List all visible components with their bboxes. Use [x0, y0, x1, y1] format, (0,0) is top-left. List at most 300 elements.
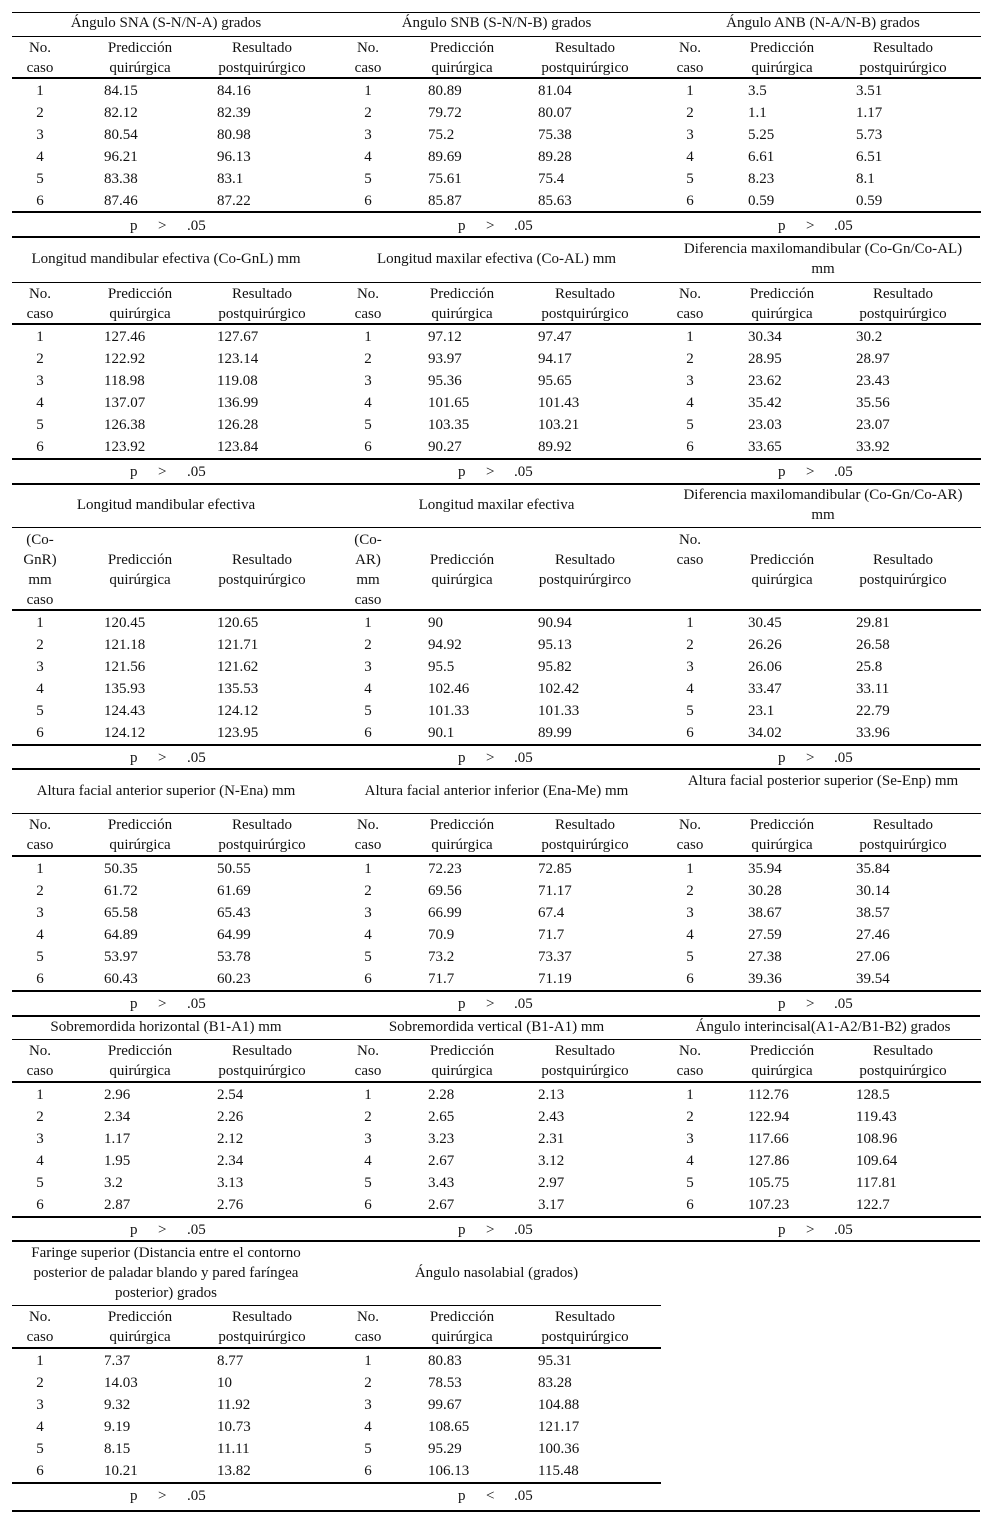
result-header: Resultado — [873, 40, 933, 56]
header-top-rule — [12, 36, 340, 37]
case-number: 3 — [364, 1131, 372, 1147]
prediction-header: Predicción — [429, 817, 495, 833]
p-value: .05 — [187, 218, 206, 234]
case-number-header: caso — [26, 1329, 54, 1345]
prediction-header: quirúrgica — [109, 837, 171, 853]
p-value-rule — [12, 458, 340, 460]
p-label: p — [458, 218, 466, 234]
result-header: postquirúrgico — [859, 1063, 947, 1079]
case-number: 4 — [364, 681, 372, 697]
p-value: .05 — [514, 1488, 533, 1504]
case-number-header: No. — [28, 817, 52, 833]
result-value: 109.64 — [856, 1153, 898, 1169]
prediction-value: 93.97 — [428, 351, 462, 367]
p-label: p — [130, 218, 138, 234]
prediction-value: 78.53 — [428, 1375, 462, 1391]
prediction-value: 106.13 — [428, 1463, 470, 1479]
p-label: p — [778, 750, 786, 766]
result-value: 80.07 — [538, 105, 572, 121]
case-number-header: caso — [676, 837, 704, 853]
result-header: Resultado — [555, 552, 615, 568]
case-number: 3 — [686, 127, 694, 143]
prediction-header: quirúrgica — [109, 306, 171, 322]
case-number: 5 — [364, 1175, 372, 1191]
case-number-header: (Co- — [354, 532, 382, 548]
result-value: 0.59 — [856, 193, 883, 209]
case-number: 3 — [686, 373, 694, 389]
prediction-header: Predicción — [429, 552, 495, 568]
case-number-header: caso — [676, 60, 704, 76]
prediction-value: 94.92 — [428, 637, 462, 653]
prediction-value: 124.43 — [104, 703, 146, 719]
result-value: 75.38 — [538, 127, 572, 143]
result-value: 123.95 — [217, 725, 259, 741]
result-value: 13.82 — [217, 1463, 251, 1479]
prediction-header: quirúrgica — [431, 1329, 493, 1345]
case-number: 2 — [686, 351, 694, 367]
result-value: 83.1 — [217, 171, 244, 187]
case-number: 5 — [686, 1175, 694, 1191]
prediction-value: 112.76 — [748, 1087, 789, 1103]
result-header: postquirúrgico — [218, 60, 306, 76]
result-value: 136.99 — [217, 395, 259, 411]
prediction-value: 84.15 — [104, 83, 138, 99]
result-value: 5.73 — [856, 127, 883, 143]
prediction-value: 122.94 — [748, 1109, 790, 1125]
case-number: 3 — [364, 905, 372, 921]
result-value: 128.5 — [856, 1087, 890, 1103]
prediction-header: Predicción — [107, 40, 173, 56]
result-value: 80.98 — [217, 127, 251, 143]
case-number-header: No. — [28, 40, 52, 56]
prediction-value: 127.46 — [104, 329, 146, 345]
case-number: 6 — [364, 725, 372, 741]
result-value: 8.77 — [217, 1353, 244, 1369]
prediction-value: 71.7 — [428, 971, 455, 987]
result-value: 2.97 — [538, 1175, 565, 1191]
prediction-value: 30.45 — [748, 615, 782, 631]
case-number-header: No. — [678, 286, 702, 302]
p-value-rule — [340, 990, 661, 992]
prediction-value: 2.96 — [104, 1087, 131, 1103]
result-value: 117.81 — [856, 1175, 897, 1191]
block-title: Longitud maxilar efectiva (Co-AL) mm — [376, 251, 617, 267]
prediction-value: 97.12 — [428, 329, 462, 345]
prediction-value: 2.65 — [428, 1109, 455, 1125]
prediction-header: Predicción — [749, 817, 815, 833]
case-number: 4 — [36, 1153, 44, 1169]
prediction-header: quirúrgica — [751, 60, 813, 76]
prediction-value: 0.59 — [748, 193, 775, 209]
result-value: 10.73 — [217, 1419, 251, 1435]
prediction-header: quirúrgica — [109, 572, 171, 588]
p-label: p — [130, 1488, 138, 1504]
block-title: Altura facial anterior superior (N-Ena) mm — [36, 783, 296, 799]
prediction-value: 50.35 — [104, 861, 138, 877]
result-value: 123.84 — [217, 439, 259, 455]
result-value: 1.17 — [856, 105, 883, 121]
result-value: 94.17 — [538, 351, 572, 367]
result-value: 115.48 — [538, 1463, 579, 1479]
p-comparator: > — [806, 1222, 815, 1238]
result-value: 6.51 — [856, 149, 883, 165]
result-value: 2.54 — [217, 1087, 244, 1103]
prediction-value: 9.19 — [104, 1419, 131, 1435]
prediction-value: 101.65 — [428, 395, 470, 411]
result-value: 108.96 — [856, 1131, 898, 1147]
p-value: .05 — [514, 464, 533, 480]
prediction-value: 23.1 — [748, 703, 775, 719]
case-number: 2 — [36, 351, 44, 367]
case-number-header: No. — [356, 1043, 380, 1059]
result-value: 29.81 — [856, 615, 890, 631]
header-top-rule — [12, 813, 340, 814]
prediction-value: 2.67 — [428, 1153, 455, 1169]
result-value: 85.63 — [538, 193, 572, 209]
case-number: 4 — [36, 927, 44, 943]
prediction-value: 65.58 — [104, 905, 138, 921]
p-label: p — [458, 996, 466, 1012]
p-value-rule — [340, 458, 661, 460]
result-value: 28.97 — [856, 351, 890, 367]
block-title: Altura facial posterior superior (Se-Enp) mm — [687, 773, 959, 789]
prediction-value: 5.25 — [748, 127, 775, 143]
prediction-value: 83.38 — [104, 171, 138, 187]
case-number: 3 — [36, 127, 44, 143]
p-comparator: > — [158, 750, 167, 766]
header-bottom-rule — [12, 855, 340, 857]
result-value: 27.06 — [856, 949, 890, 965]
result-value: 95.13 — [538, 637, 572, 653]
prediction-value: 123.92 — [104, 439, 146, 455]
prediction-value: 30.28 — [748, 883, 782, 899]
result-value: 71.19 — [538, 971, 572, 987]
prediction-value: 26.06 — [748, 659, 782, 675]
prediction-value: 105.75 — [748, 1175, 790, 1191]
prediction-value: 80.89 — [428, 83, 462, 99]
result-header: Resultado — [873, 286, 933, 302]
prediction-value: 127.86 — [748, 1153, 790, 1169]
case-number: 1 — [686, 615, 694, 631]
case-number: 5 — [364, 171, 372, 187]
result-value: 2.26 — [217, 1109, 244, 1125]
block-title: Diferencia maxilomandibular (Co-Gn/Co-AL) mm — [683, 241, 963, 277]
p-value-rule — [661, 990, 981, 992]
prediction-value: 120.45 — [104, 615, 146, 631]
case-number: 6 — [686, 971, 694, 987]
result-value: 81.04 — [538, 83, 572, 99]
prediction-value: 23.03 — [748, 417, 782, 433]
result-value: 124.12 — [217, 703, 259, 719]
case-number: 5 — [36, 1175, 44, 1191]
p-comparator: > — [486, 464, 495, 480]
p-comparator: < — [486, 1488, 495, 1504]
case-number: 1 — [36, 615, 44, 631]
case-number: 1 — [364, 329, 372, 345]
prediction-value: 30.34 — [748, 329, 782, 345]
case-number: 1 — [36, 861, 44, 877]
result-value: 38.57 — [856, 905, 890, 921]
prediction-value: 7.37 — [104, 1353, 131, 1369]
result-value: 30.2 — [856, 329, 883, 345]
prediction-value: 6.61 — [748, 149, 775, 165]
result-header: Resultado — [232, 1043, 292, 1059]
case-number: 4 — [364, 395, 372, 411]
case-number: 6 — [364, 1463, 372, 1479]
case-number: 5 — [36, 171, 44, 187]
prediction-value: 101.33 — [428, 703, 470, 719]
case-number: 1 — [36, 83, 44, 99]
prediction-value: 108.65 — [428, 1419, 470, 1435]
result-header: postquirúrgirco — [538, 572, 632, 588]
case-number: 3 — [36, 905, 44, 921]
result-value: 95.82 — [538, 659, 572, 675]
case-number: 4 — [686, 927, 694, 943]
case-number: 3 — [36, 373, 44, 389]
p-label: p — [130, 464, 138, 480]
header-bottom-rule — [661, 609, 981, 611]
p-value-rule — [340, 211, 661, 213]
prediction-header: Predicción — [749, 40, 815, 56]
case-number: 2 — [36, 883, 44, 899]
block-title: Ángulo interincisal(A1-A2/B1-B2) grados — [695, 1019, 951, 1035]
result-header: Resultado — [232, 40, 292, 56]
prediction-value: 137.07 — [104, 395, 146, 411]
prediction-value: 35.94 — [748, 861, 782, 877]
result-value: 30.14 — [856, 883, 890, 899]
result-value: 27.46 — [856, 927, 890, 943]
prediction-value: 2.34 — [104, 1109, 131, 1125]
case-number: 5 — [36, 1441, 44, 1457]
result-header: postquirúrgico — [859, 306, 947, 322]
case-number: 2 — [36, 637, 44, 653]
case-number: 5 — [36, 703, 44, 719]
case-number: 2 — [364, 1109, 372, 1125]
result-header: postquirúrgico — [859, 572, 947, 588]
header-top-rule — [12, 1305, 340, 1306]
result-value: 33.96 — [856, 725, 890, 741]
prediction-value: 117.66 — [748, 1131, 789, 1147]
case-number: 6 — [686, 439, 694, 455]
case-number: 6 — [36, 1197, 44, 1213]
result-value: 3.17 — [538, 1197, 565, 1213]
prediction-value: 66.99 — [428, 905, 462, 921]
prediction-header: quirúrgica — [431, 572, 493, 588]
result-value: 71.7 — [538, 927, 565, 943]
case-number: 3 — [364, 127, 372, 143]
result-value: 89.92 — [538, 439, 572, 455]
case-number-header: GnR) — [23, 552, 57, 568]
result-header: Resultado — [232, 286, 292, 302]
result-value: 11.92 — [217, 1397, 251, 1413]
prediction-value: 72.23 — [428, 861, 462, 877]
p-comparator: > — [158, 1488, 167, 1504]
block-title: Longitud mandibular efectiva (Co-GnL) mm — [31, 251, 301, 267]
result-header: Resultado — [232, 817, 292, 833]
result-value: 89.99 — [538, 725, 572, 741]
block-title: Ángulo SNB (S-N/N-B) grados — [401, 15, 592, 31]
case-number-header: No. — [678, 817, 702, 833]
case-number: 6 — [686, 725, 694, 741]
result-value: 64.99 — [217, 927, 251, 943]
prediction-value: 2.87 — [104, 1197, 131, 1213]
prediction-header: Predicción — [749, 1043, 815, 1059]
result-value: 120.65 — [217, 615, 259, 631]
case-number: 1 — [36, 329, 44, 345]
result-value: 61.69 — [217, 883, 251, 899]
case-number: 1 — [364, 1353, 372, 1369]
p-value: .05 — [187, 1488, 206, 1504]
case-number: 5 — [364, 949, 372, 965]
result-value: 95.65 — [538, 373, 572, 389]
case-number-header: caso — [676, 306, 704, 322]
prediction-value: 27.38 — [748, 949, 782, 965]
p-comparator: > — [158, 464, 167, 480]
prediction-value: 70.9 — [428, 927, 455, 943]
case-number: 4 — [686, 149, 694, 165]
p-value: .05 — [187, 1222, 206, 1238]
result-header: Resultado — [873, 817, 933, 833]
prediction-value: 9.32 — [104, 1397, 131, 1413]
prediction-value: 75.2 — [428, 127, 455, 143]
prediction-value: 90.1 — [428, 725, 455, 741]
prediction-value: 135.93 — [104, 681, 146, 697]
prediction-value: 28.95 — [748, 351, 782, 367]
case-number: 4 — [364, 1419, 372, 1435]
prediction-value: 14.03 — [104, 1375, 138, 1391]
header-bottom-rule — [340, 1081, 661, 1083]
case-number: 4 — [364, 149, 372, 165]
result-value: 11.11 — [217, 1441, 250, 1457]
p-label: p — [778, 996, 786, 1012]
case-number: 6 — [686, 1197, 694, 1213]
result-header: Resultado — [555, 1043, 615, 1059]
case-number: 6 — [364, 439, 372, 455]
prediction-value: 3.23 — [428, 1131, 455, 1147]
case-number: 3 — [364, 1397, 372, 1413]
result-value: 33.11 — [856, 681, 890, 697]
prediction-value: 90.27 — [428, 439, 462, 455]
p-label: p — [458, 1222, 466, 1238]
prediction-value: 102.46 — [428, 681, 470, 697]
prediction-value: 8.15 — [104, 1441, 131, 1457]
case-number-header: No. — [356, 286, 380, 302]
result-value: 82.39 — [217, 105, 251, 121]
case-number: 2 — [364, 883, 372, 899]
p-value-rule — [661, 458, 981, 460]
p-value-rule — [12, 990, 340, 992]
case-number: 2 — [364, 351, 372, 367]
case-number-header: AR) — [355, 552, 381, 568]
prediction-header: Predicción — [107, 817, 173, 833]
prediction-value: 122.92 — [104, 351, 146, 367]
prediction-value: 60.43 — [104, 971, 138, 987]
result-header: postquirúrgico — [218, 1329, 306, 1345]
header-top-rule — [340, 813, 661, 814]
result-value: 2.43 — [538, 1109, 565, 1125]
case-number: 1 — [36, 1087, 44, 1103]
p-value-rule — [12, 1482, 340, 1484]
result-header: postquirúrgico — [218, 572, 306, 588]
section-bottom-rule — [12, 236, 980, 238]
prediction-header: quirúrgica — [431, 1063, 493, 1079]
result-value: 25.8 — [856, 659, 883, 675]
result-value: 26.58 — [856, 637, 890, 653]
prediction-header: quirúrgica — [751, 306, 813, 322]
p-label: p — [130, 1222, 138, 1238]
p-value: .05 — [187, 996, 206, 1012]
result-header: Resultado — [873, 552, 933, 568]
result-value: 122.7 — [856, 1197, 890, 1213]
prediction-value: 75.61 — [428, 171, 462, 187]
result-value: 87.22 — [217, 193, 251, 209]
p-comparator: > — [158, 218, 167, 234]
case-number: 6 — [36, 1463, 44, 1479]
prediction-header: quirúrgica — [109, 60, 171, 76]
p-value-rule — [661, 211, 981, 213]
p-comparator: > — [806, 996, 815, 1012]
result-value: 35.56 — [856, 395, 890, 411]
prediction-value: 38.67 — [748, 905, 782, 921]
case-number: 4 — [364, 1153, 372, 1169]
case-number-header: No. — [678, 40, 702, 56]
prediction-header: Predicción — [429, 1309, 495, 1325]
prediction-value: 23.62 — [748, 373, 782, 389]
p-value: .05 — [187, 750, 206, 766]
result-value: 95.31 — [538, 1353, 572, 1369]
result-value: 83.28 — [538, 1375, 572, 1391]
result-header: postquirúrgico — [218, 837, 306, 853]
prediction-value: 61.72 — [104, 883, 138, 899]
prediction-header: Predicción — [749, 286, 815, 302]
result-value: 96.13 — [217, 149, 251, 165]
result-value: 121.62 — [217, 659, 259, 675]
case-number: 3 — [36, 1131, 44, 1147]
prediction-value: 73.2 — [428, 949, 455, 965]
case-number: 3 — [686, 905, 694, 921]
case-number-header: caso — [354, 1063, 382, 1079]
result-header: postquirúrgico — [541, 1063, 629, 1079]
result-value: 119.08 — [217, 373, 258, 389]
result-value: 75.4 — [538, 171, 565, 187]
header-top-rule — [661, 813, 981, 814]
result-value: 50.55 — [217, 861, 251, 877]
prediction-value: 79.72 — [428, 105, 462, 121]
case-number: 3 — [364, 373, 372, 389]
result-value: 35.84 — [856, 861, 890, 877]
result-value: 2.31 — [538, 1131, 565, 1147]
prediction-value: 2.28 — [428, 1087, 455, 1103]
case-number: 1 — [686, 329, 694, 345]
header-top-rule — [661, 36, 981, 37]
result-header: Resultado — [232, 552, 292, 568]
case-number: 4 — [686, 681, 694, 697]
p-label: p — [778, 218, 786, 234]
header-bottom-rule — [12, 1347, 340, 1349]
prediction-value: 35.42 — [748, 395, 782, 411]
prediction-value: 80.83 — [428, 1353, 462, 1369]
case-number: 6 — [36, 193, 44, 209]
p-comparator: > — [158, 1222, 167, 1238]
prediction-value: 124.12 — [104, 725, 146, 741]
result-value: 104.88 — [538, 1397, 580, 1413]
p-comparator: > — [806, 750, 815, 766]
block-title: Longitud maxilar efectiva — [418, 497, 575, 513]
result-value: 101.43 — [538, 395, 580, 411]
case-number-header: caso — [676, 1063, 704, 1079]
result-value: 121.71 — [217, 637, 259, 653]
case-number: 3 — [686, 1131, 694, 1147]
